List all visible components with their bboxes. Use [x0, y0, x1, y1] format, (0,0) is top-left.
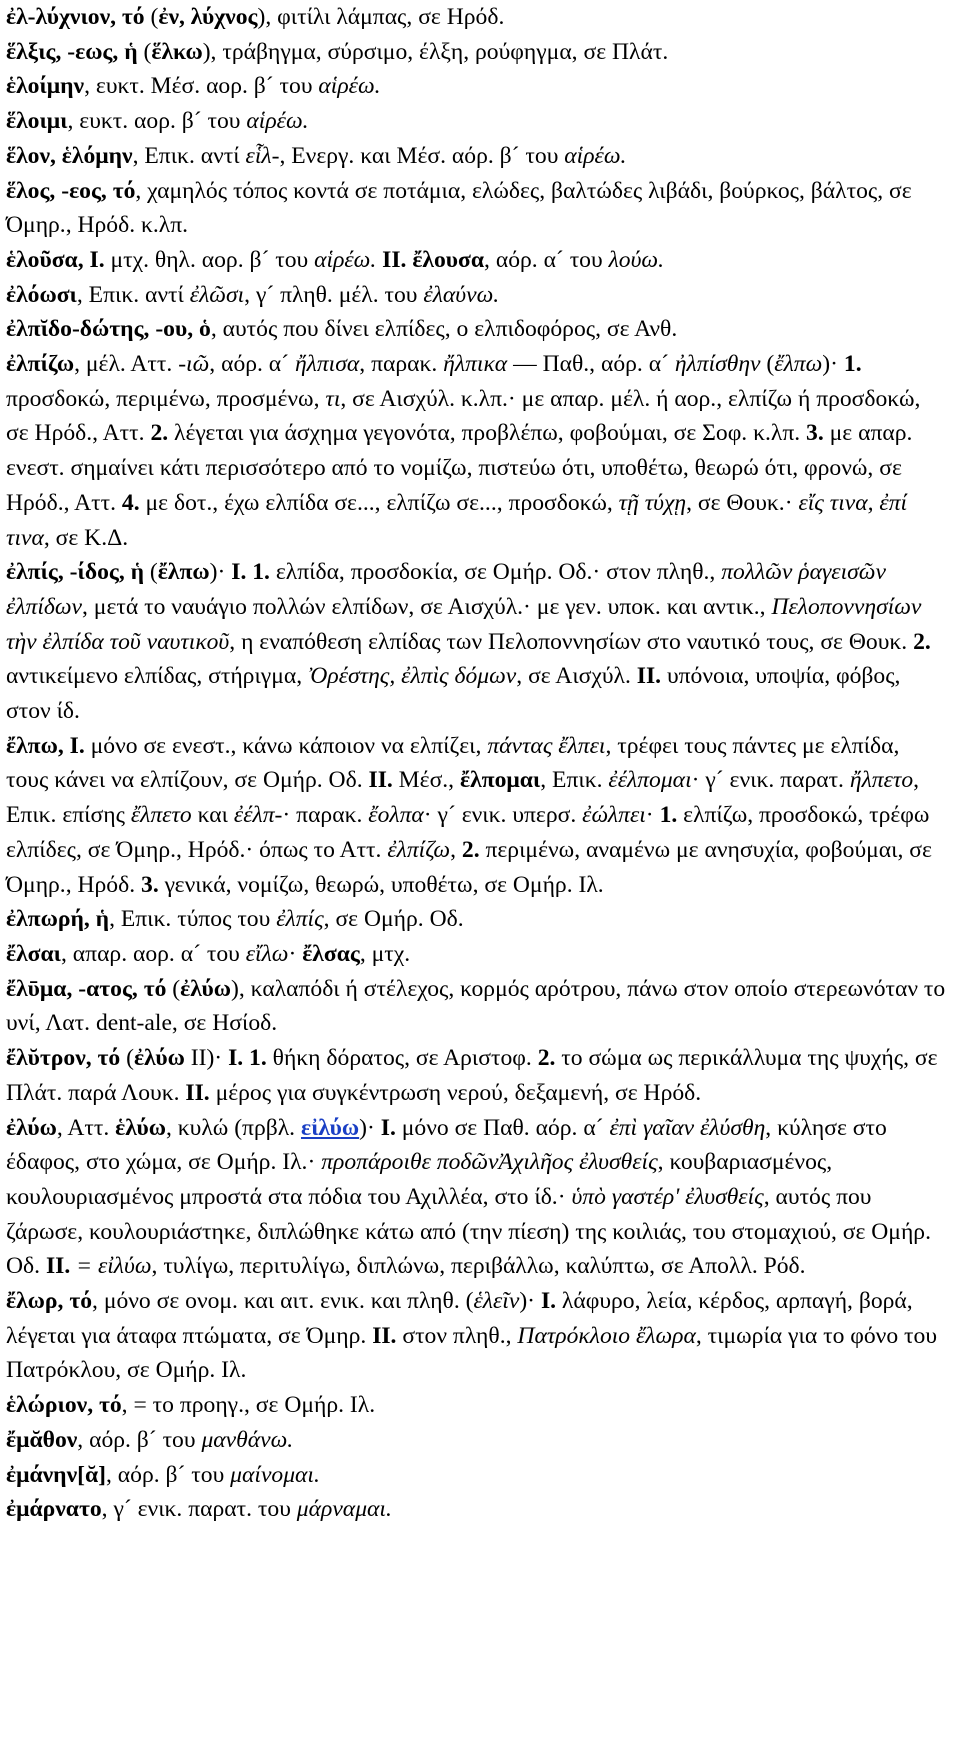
italic-text: προπάροιθε ποδῶνἈχιλῆος ἐλυσθείς [321, 1149, 658, 1176]
dictionary-entry-emarnato [6, 1492, 946, 1527]
italic-text: ἐέλπομαι [608, 767, 692, 794]
bold-text: 3. [806, 420, 824, 447]
italic-text: ἐλῶσι [189, 281, 245, 308]
definition-text: ), φιτίλι λάμπας, σε Ηρόδ. [257, 4, 505, 30]
definition-text: ( [144, 559, 158, 586]
definition-text: , τυλίγω, περιτυλίγω, διπλώνω, περιβάλλω, καλύπτω, σε Απολλ. Ρόδ. [151, 1253, 806, 1280]
dictionary-entry-elpore [6, 902, 946, 937]
definition-text: μόνο σε ενεστ., κάνω κάποιον να ελπίζει, [84, 732, 488, 759]
italic-text: ἐλπίζω [387, 836, 451, 863]
definition-text: , σε Αισχύλ. [516, 663, 637, 690]
dictionary-entry-elyma [6, 972, 946, 1041]
dictionary-entry-elousa [6, 243, 946, 278]
bold-text: I. 1. [228, 1045, 267, 1072]
definition-text: Μέσ., [392, 767, 460, 794]
bold-text: I. [540, 1288, 557, 1315]
definition-text: , Ενεργ. και Μέσ. αόρ. β´ του [279, 142, 565, 169]
bold-text: ἐλύω [180, 975, 231, 1002]
dictionary-entry-emanen [6, 1458, 946, 1493]
bold-text: 2. [913, 628, 931, 655]
definition-text: , γ´ ενικ. παρατ. του [101, 1496, 297, 1523]
definition-text: — Παθ., αόρ. α´ [507, 351, 675, 378]
entry-headword: ἑλοίμην [6, 73, 85, 100]
definition-text: , κύλησε στο έδαφος, στο χώμα, σε Ομήρ. Ιλ.· [6, 1114, 887, 1176]
entry-headword: ἔλωρ, τό [6, 1288, 93, 1315]
entry-headword: ἑλοῦσα, I. [6, 246, 105, 273]
entry-headword: ἔλῠτρον, τό [6, 1045, 121, 1072]
dictionary-entry-elpis [6, 555, 946, 729]
definition-text: , απαρ. αορ. α´ του [61, 940, 246, 967]
dictionary-entry-elpidodotes [6, 312, 946, 347]
italic-text: ἑλεῖν [473, 1288, 520, 1315]
italic-text: ἤλπικα [443, 351, 508, 378]
italic-text: εἴς τινα, ἐπί τινα [6, 489, 908, 551]
dictionary-entry-elon [6, 139, 946, 174]
definition-text: , = το προηγ., σε Ομήρ. Ιλ. [121, 1392, 376, 1419]
definition-text: , γ´ πληθ. μέλ. του [244, 281, 424, 308]
definition-text: II)· [184, 1045, 229, 1072]
definition-text: ( [137, 38, 152, 65]
italic-text: ἔλπω [774, 351, 823, 378]
bold-text: ἐν, λύχνος [158, 4, 258, 30]
definition-text: το σώμα ως περικάλλυμα της ψυχής, σε Πλάτ. παρά Λουκ. [6, 1045, 938, 1106]
definition-text: ), τράβηγμα, σύρσιμο, έλξη, ρούφηγμα, σε Πλάτ. [202, 38, 669, 65]
italic-text: τῇ τύχῃ [618, 489, 687, 516]
definition-text: αντικείμενο ελπίδας, στήριγμα, [6, 663, 309, 690]
bold-text: II. [382, 246, 407, 273]
definition-text: , Επικ. αντί [76, 281, 190, 308]
bold-text: 3. [141, 871, 159, 898]
bold-text: II. [636, 663, 662, 690]
definition-text: λέγεται για άσχημα γεγονότα, προβλέπω, φοβούμαι, σε Σοφ. κ.λπ. [168, 420, 807, 447]
italic-text: αἱρέω. [564, 142, 627, 169]
bold-text: I. 1. [231, 559, 270, 586]
italic-text: ἐπὶ γαῖαν ἐλύσθη [609, 1114, 766, 1141]
definition-text: ( [144, 4, 159, 30]
definition-text: , αυτός που ζάρωσε, κουλουριάστηκε, διπλώθηκε κάτω από (την πίεση) της κοιλιάς, του στομαχιού, σε Ομήρ. Οδ. [6, 1183, 931, 1280]
italic-text: αἱρέω. [318, 73, 381, 100]
entry-headword: ἕλοιμι [6, 108, 68, 135]
bold-text: ἑλύω [115, 1114, 166, 1141]
bold-text: ἔλπομαι [459, 767, 541, 794]
italic-text: ἐώλπει [582, 802, 646, 829]
dictionary-entry-elyo [6, 1111, 946, 1285]
definition-text: υπόνοια, υποψία, φόβος, στον ίδ. [6, 663, 901, 725]
definition-text: , αόρ. β´ του [106, 1461, 231, 1488]
definition-text: με δοτ., έχω ελπίδα σε..., ελπίζω σε..., προσδοκώ, [139, 489, 619, 516]
italic-text: μαίνομαι. [230, 1461, 320, 1488]
definition-text: , ευκτ. αορ. β´ του [67, 108, 247, 135]
definition-text: , μέλ. Αττ. [74, 351, 179, 378]
entry-headword: ἔλῡμα, -ατος, τό [6, 975, 167, 1002]
definition-text: ελπίζω, προσδοκώ, τρέφω ελπίδες, σε Όμηρ., Ηρόδ.· όπως το Αττ. [6, 802, 930, 863]
definition-text: · γ´ ενικ. υπερσ. [423, 802, 583, 829]
italic-text: ἔλπετο [130, 802, 192, 829]
definition-text: , η εναπόθεση ελπίδας των Πελοποννησίων στο ναυτικό τους, σε Θουκ. [229, 628, 914, 655]
dictionary-entry-elor [6, 1284, 946, 1388]
definition-text: ελπίδα, προσδοκία, σε Ομήρ. Οδ.· στον πληθ., [269, 559, 722, 586]
definition-text: )· [359, 1114, 381, 1141]
bold-text: II. [368, 767, 393, 794]
italic-text: ἐλαύνω. [423, 281, 500, 308]
dictionary-entry-elytron [6, 1041, 946, 1110]
bold-text: II. [185, 1079, 210, 1106]
definition-text: , Επικ. αντί [132, 142, 246, 169]
definition-text: προσδοκώ, περιμένω, προσμένω, [6, 385, 326, 412]
entry-headword: ἔλπω, I. [6, 732, 85, 759]
definition-text: ), καλαπόδι ή στέλεχος, κορμός αρότρου, πάνω στον οποίο στερεωνόταν το υνί, Λατ. dent-ale, σε Ησίοδ. [6, 975, 946, 1037]
italic-text: λούω. [608, 246, 664, 273]
entry-headword: ἔλσαι [6, 940, 61, 967]
italic-text: Πατρόκλοιο ἔλωρα [517, 1322, 696, 1349]
entry-headword: ἑλώριον, τό [6, 1392, 122, 1419]
definition-text: · [288, 940, 303, 967]
definition-text: μόνο σε Παθ. αόρ. α´ [395, 1114, 610, 1141]
bold-text: ἕλκω [151, 38, 203, 65]
dictionary-entry-el-lychnion [6, 0, 946, 35]
definition-text: μτχ. θηλ. αορ. β´ του [104, 246, 315, 273]
italic-text: ἐλπίς [276, 906, 324, 933]
definition-text: , σε Ομήρ. Οδ. [323, 906, 464, 933]
definition-text: )· [822, 351, 844, 378]
definition-text: , αόρ. α´ του [484, 246, 609, 273]
dictionary-entry-elos [6, 174, 946, 243]
definition-text: θήκη δόρατος, σε Αριστοφ. [266, 1045, 538, 1072]
entry-headword: ἐλπωρή, ἡ [6, 906, 110, 933]
definition-text: , τιμωρία για το φόνο του Πατρόκλου, σε Ομήρ. Ιλ. [6, 1322, 938, 1384]
definition-text: , αόρ. α´ [209, 351, 295, 378]
dictionary-entry-eloosi [6, 278, 946, 313]
dictionary-entry-eloimen [6, 69, 946, 104]
italic-text: αἱρέω. [246, 108, 309, 135]
dictionary-entry-emathon [6, 1423, 946, 1458]
definition-text: ( [120, 1045, 134, 1072]
definition-text: , τρέφει τους πάντες με ελπίδα, τους κάνει να ελπίζουν, σε Ομήρ. Οδ. [6, 732, 900, 794]
definition-text: λάφυρο, λεία, κέρδος, αρπαγή, βορά, λέγεται για άταφα πτώματα, σε Όμηρ. [6, 1288, 913, 1349]
bold-text: ἔλπω [157, 559, 210, 586]
entry-headword: ἔμᾰθον [6, 1426, 78, 1453]
definition-text: περιμένω, αναμένω με ανησυχία, φοβούμαι, σε Όμηρ., Ηρόδ. [6, 836, 932, 898]
bold-text: 2. [537, 1045, 556, 1072]
bold-text: II. [372, 1322, 397, 1349]
entry-headword: ἐλπίζω [6, 351, 75, 378]
entry-headword: ἐμάρνατο [6, 1496, 102, 1523]
definition-text: , μετά το ναυάγιο πολλών ελπίδων, σε Αισχύλ.· με γεν. υποκ. και αντικ., [82, 593, 772, 620]
definition-text: ( [760, 351, 775, 378]
italic-text: εἴλω [245, 940, 289, 967]
dictionary-entry-elxis [6, 35, 946, 70]
definition-text: , κουβαριασμένος, κουλουριασμένος μπροστά στα πόδια του Αχιλλέα, στο ίδ.· [6, 1149, 833, 1210]
bold-text: ἐλύω [134, 1045, 185, 1072]
definition-text: , Επικ. επίσης [6, 767, 920, 829]
italic-text: ἐέλπ- [233, 802, 283, 829]
entry-headword: ἐλόωσι [6, 281, 77, 308]
italic-text: Ὀρέστης, ἐλπὶς δόμων [308, 663, 517, 690]
definition-text: και [191, 802, 234, 829]
entry-headword: ἕλος, -εος, τό [6, 177, 136, 204]
definition-text: , Επικ. τύπος του [109, 906, 277, 933]
definition-text: , αυτός που δίνει ελπίδες, ο ελπιδοφόρος, σε Ανθ. [210, 316, 678, 343]
definition-text: , [450, 836, 462, 863]
definition-text: , σε Κ.Δ. [43, 524, 129, 551]
definition-text: , ευκτ. Μέσ. αορ. β´ του [84, 73, 319, 100]
definition-text: στον πληθ., [396, 1322, 518, 1349]
definition-text: , σε Θουκ.· [686, 489, 799, 516]
definition-text: μέρος για συγκέντρωση νερού, δεξαμενή, σε Ηρόδ. [209, 1079, 702, 1106]
bold-text: 2. [150, 420, 169, 447]
bold-text: I. [380, 1114, 396, 1141]
bold-text: ἔλσας [302, 940, 360, 967]
entry-headword: ἕλον, ἑλόμην [6, 142, 133, 169]
cross-reference-link[interactable]: εἰλύω [300, 1114, 360, 1141]
bold-text: ἔλουσα [412, 246, 485, 273]
bold-text: 4. [121, 489, 140, 516]
italic-text: εἷλ- [245, 142, 280, 169]
italic-text: αἱρέω. [314, 246, 377, 273]
entry-headword: ἐλπίς, -ίδος, ἡ [6, 559, 145, 586]
definition-text: ( [166, 975, 181, 1002]
dictionary-entry-elsai [6, 937, 946, 972]
definition-text: , αόρ. β´ του [77, 1426, 202, 1453]
definition-text: , μτχ. [359, 940, 411, 967]
italic-text: = εἰλύω [76, 1253, 152, 1280]
italic-text: ἤλπετο [849, 767, 914, 794]
definition-text: , χαμηλός τόπος κοντά σε ποτάμια, ελώδες, βαλτώδες λιβάδι, βούρκος, βάλτος, σε Όμηρ., Ηρόδ. κ.λπ. [6, 177, 912, 239]
bold-text: 2. [461, 836, 480, 863]
entry-headword: ἕλξις, -εως, ἡ [6, 38, 138, 65]
bold-text: 1. [843, 351, 862, 378]
entry-headword: ἐλπῐδο-δώτης, -ου, ὁ [6, 316, 211, 343]
definition-text: · [645, 802, 660, 829]
definition-text: , Επικ. [540, 767, 609, 794]
definition-text: με απαρ. ενεστ. σημαίνει κάτι περισσότερο από το νομίζω, πιστεύω ότι, υποθέτω, θεωρώ ότι, φρονώ, σε Ηρόδ., Αττ. [6, 420, 913, 516]
definition-text: · γ´ ενικ. παρατ. [691, 767, 850, 794]
definition-text: )· [519, 1288, 541, 1315]
entry-headword: ἐλύω [6, 1114, 57, 1141]
italic-text: ἤλπισα [294, 351, 360, 378]
definition-text: · παρακ. [282, 802, 369, 829]
dictionary-entry-elpo [6, 729, 946, 903]
italic-text: πάντας ἔλπει [487, 732, 606, 759]
entry-headword: ἐλ-λύχνιον, τό [6, 4, 145, 30]
dictionary-entry-elpizo [6, 347, 946, 555]
italic-text: Πελοποννησίων τὴν ἐλπίδα τοῦ ναυτικοῦ [6, 593, 922, 655]
definition-text: , σε Αισχύλ. κ.λπ.· με απαρ. μέλ. ή αορ., ελπίζω ή προσδοκώ, σε Ηρόδ., Αττ. [6, 385, 921, 447]
definition-text: , παρακ. [359, 351, 444, 378]
definition-text: , κυλώ (πρβλ. [165, 1114, 301, 1141]
italic-text: ἠλπίσθην [674, 351, 761, 378]
italic-text: μανθάνω. [201, 1426, 294, 1453]
italic-text: -ιῶ [178, 351, 210, 378]
dictionary-entry-elorion [6, 1388, 946, 1423]
definition-text: , Αττ. [56, 1114, 116, 1141]
italic-text: τι [325, 385, 341, 412]
definition-text: , μόνο σε ονομ. και αιτ. ενικ. και πληθ. ( [92, 1288, 474, 1315]
italic-text: ὑπὸ γαστέρ' ἐλυσθείς [571, 1183, 764, 1210]
italic-text: πολλῶν ῥαγεισῶν ἐλπίδων [6, 559, 886, 620]
dictionary-entry-eloimi [6, 104, 946, 139]
bold-text: II. [45, 1253, 71, 1280]
italic-text: μάρναμαι. [296, 1496, 392, 1523]
definition-text: γενικά, νομίζω, θεωρώ, υποθέτω, σε Ομήρ. Ιλ. [158, 871, 604, 898]
italic-text: ἔολπα [368, 802, 424, 829]
bold-text: 1. [659, 802, 678, 829]
definition-text: )· [209, 559, 232, 586]
entry-headword: ἐμάνην[ᾰ] [6, 1461, 106, 1488]
